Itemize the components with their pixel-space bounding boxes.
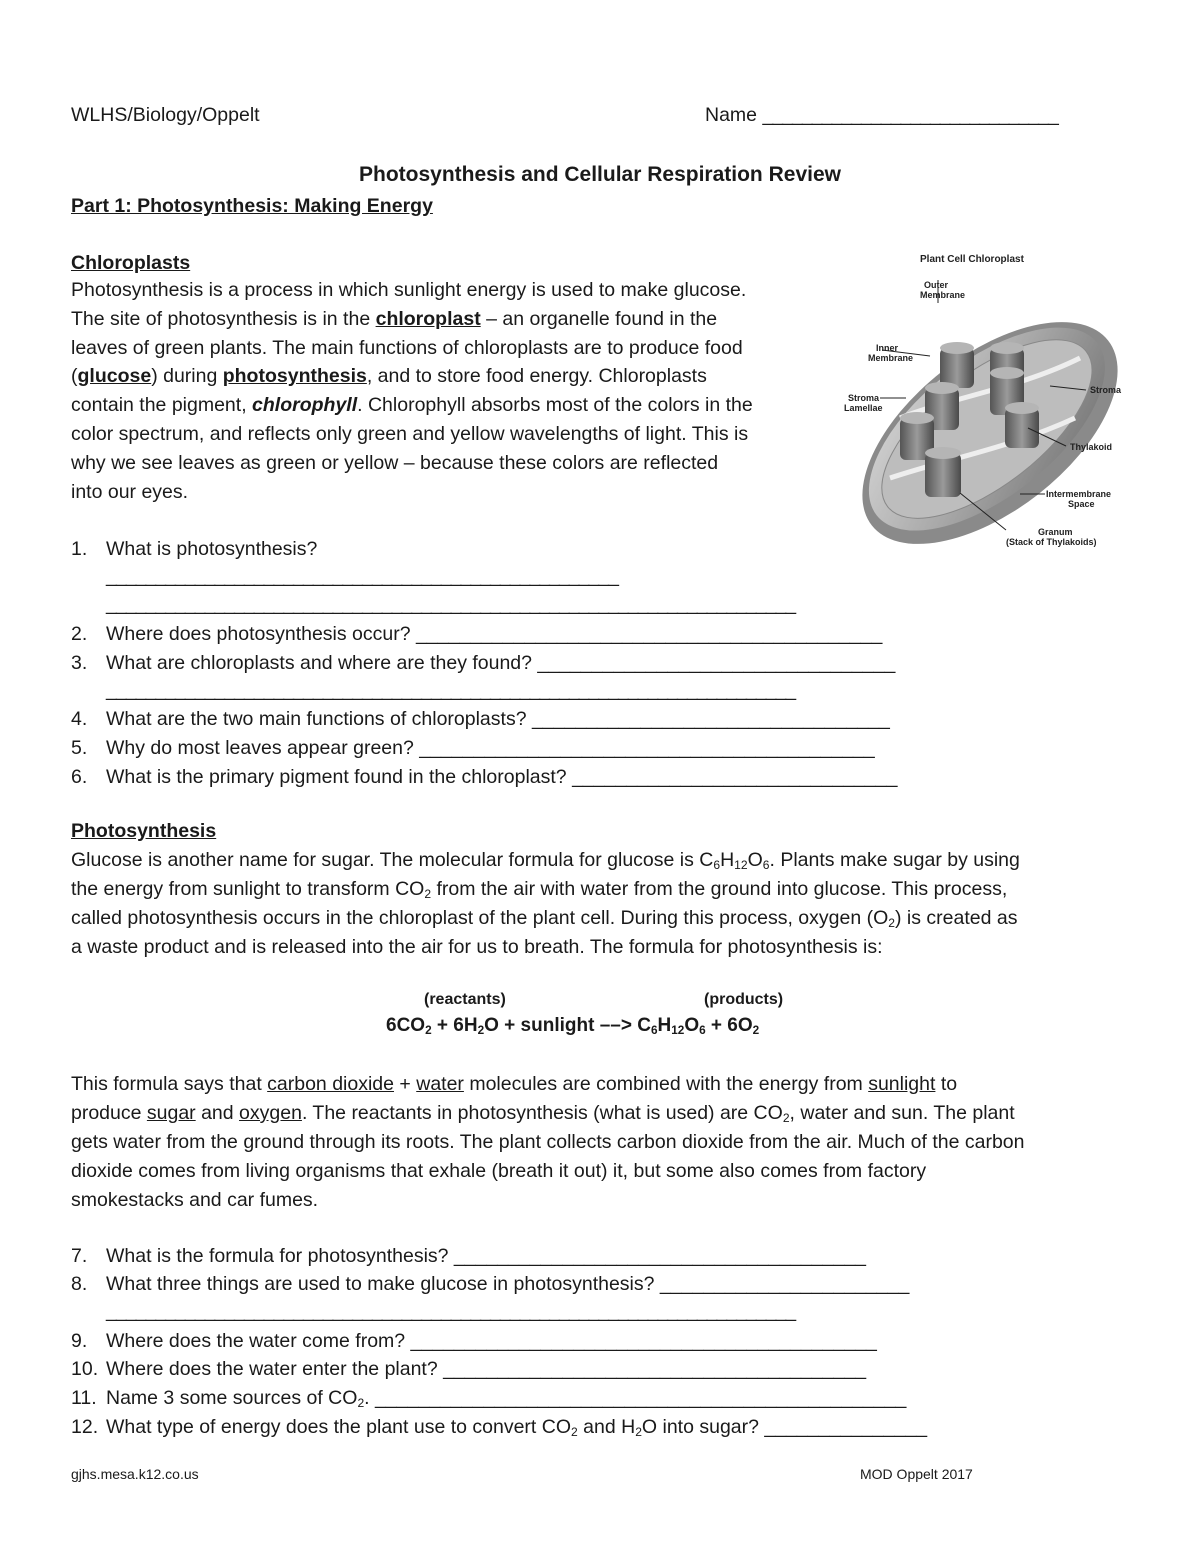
photo-p1-line-3: called photosynthesis occurs in the chloroplast of the plant cell. During this process, oxygen $(O_2)$ is created as xyxy=(71,907,1018,931)
photo-p2-line-4: dioxide comes from living organisms that exhale (breath it out) it, but some also comes from factory xyxy=(71,1160,927,1182)
reactants-label: (reactants) xyxy=(424,991,506,1008)
photosynthesis-heading: Photosynthesis xyxy=(71,820,217,842)
chloroplasts-heading: Chloroplasts xyxy=(71,252,191,274)
photo-p1-line-1: Glucose is another name for sugar. The molecular formula for glucose is $C_6H_{12}O_6$. Plants make sugar by using xyxy=(71,849,1020,873)
products-label: (products) xyxy=(704,991,784,1008)
footer-right: MOD Oppelt 2017 xyxy=(860,1466,973,1482)
svg-text:Stroma: Stroma xyxy=(848,393,880,403)
svg-text:Lamellae: Lamellae xyxy=(844,403,883,413)
photo-p2-line-1: This formula says that carbon dioxide + water molecules are combined with the energy from sunlight to xyxy=(71,1073,958,1095)
svg-text:Inner: Inner xyxy=(876,343,899,353)
svg-text:Membrane: Membrane xyxy=(920,290,966,300)
photo-p1-line-4: a waste product and is released into the air for us to breath. The formula for photosynthesis is: xyxy=(71,936,883,958)
term-chloroplast: chloroplast xyxy=(375,308,481,330)
photo-p1-line-2: the energy from sunlight to transform $CO_2$ from the air with water from the ground into glucose. This process, xyxy=(71,878,1008,902)
term-chlorophyll: chlorophyll xyxy=(252,394,358,416)
chloroplast-illustration xyxy=(840,248,1130,568)
chloro-line-3: leaves of green plants. The main functions of chloroplasts are to produce food xyxy=(71,337,743,359)
svg-text:Intermembrane: Intermembrane xyxy=(1046,489,1112,499)
answer-line-8b[interactable]: ______________________________________________________________________ xyxy=(106,1300,796,1322)
answer-line-1a[interactable]: ____________________________________________________ xyxy=(106,565,618,587)
answer-line-1b[interactable]: ______________________________________________________________________ xyxy=(106,593,796,615)
term-photosynthesis: photosynthesis xyxy=(222,365,367,387)
chloro-line-4: (glucose) during photosynthesis, and to store food energy. Chloroplasts xyxy=(71,365,707,387)
svg-text:Stroma: Stroma xyxy=(1090,385,1122,395)
name-field[interactable]: ______________________________ xyxy=(762,104,1058,126)
svg-text:Outer: Outer xyxy=(924,280,949,290)
part1-heading: Part 1: Photosynthesis: Making Energy xyxy=(71,195,433,217)
svg-text:Space: Space xyxy=(1068,499,1095,509)
chloro-line-6: color spectrum, and reflects only green and yellow wavelengths of light. This is xyxy=(71,423,749,445)
svg-text:Granum: Granum xyxy=(1038,527,1073,537)
course-header: WLHS/Biology/Oppelt xyxy=(71,104,260,126)
chloro-line-1: Photosynthesis is a process in which sunlight energy is used to make glucose. xyxy=(71,279,747,301)
photo-p2-line-2: produce sugar and oxygen. The reactants in photosynthesis (what is used) are $CO_2$, water and sun. The plant xyxy=(71,1102,1015,1126)
term-glucose: glucose xyxy=(77,365,152,387)
chloro-line-8: into our eyes. xyxy=(71,481,189,503)
svg-text:Membrane: Membrane xyxy=(868,353,914,363)
photosynthesis-equation: $6CO_2 + 6H_2O$ + sunlight ––> $C_6H_{12}O_6 + 6O_2$ xyxy=(386,1015,760,1037)
chloro-line-7: why we see leaves as green or yellow – because these colors are reflected xyxy=(71,452,719,474)
svg-text:(Stack of Thylakoids): (Stack of Thylakoids) xyxy=(1006,537,1097,547)
photo-p2-line-5: smokestacks and car fumes. xyxy=(71,1189,319,1211)
page-title: Photosynthesis and Cellular Respiration Review xyxy=(359,163,841,186)
svg-text:Thylakoid: Thylakoid xyxy=(1070,442,1113,452)
chloro-line-5: contain the pigment, chlorophyll. Chlorophyll absorbs most of the colors in the xyxy=(71,394,753,416)
chloroplast-diagram xyxy=(840,248,1130,568)
diagram-title: Plant Cell Chloroplast xyxy=(920,254,1024,265)
answer-line-3b[interactable]: ______________________________________________________________________ xyxy=(106,679,796,701)
footer-left: gjhs.mesa.k12.co.us xyxy=(71,1466,199,1482)
photo-p2-line-3: gets water from the ground through its roots. The plant collects carbon dioxide from the air. Much of the carbon xyxy=(71,1131,1025,1153)
chloro-line-2: The site of photosynthesis is in the chloroplast – an organelle found in the xyxy=(71,308,718,330)
name-label xyxy=(705,104,1058,127)
name-label-text: Name xyxy=(705,104,758,126)
